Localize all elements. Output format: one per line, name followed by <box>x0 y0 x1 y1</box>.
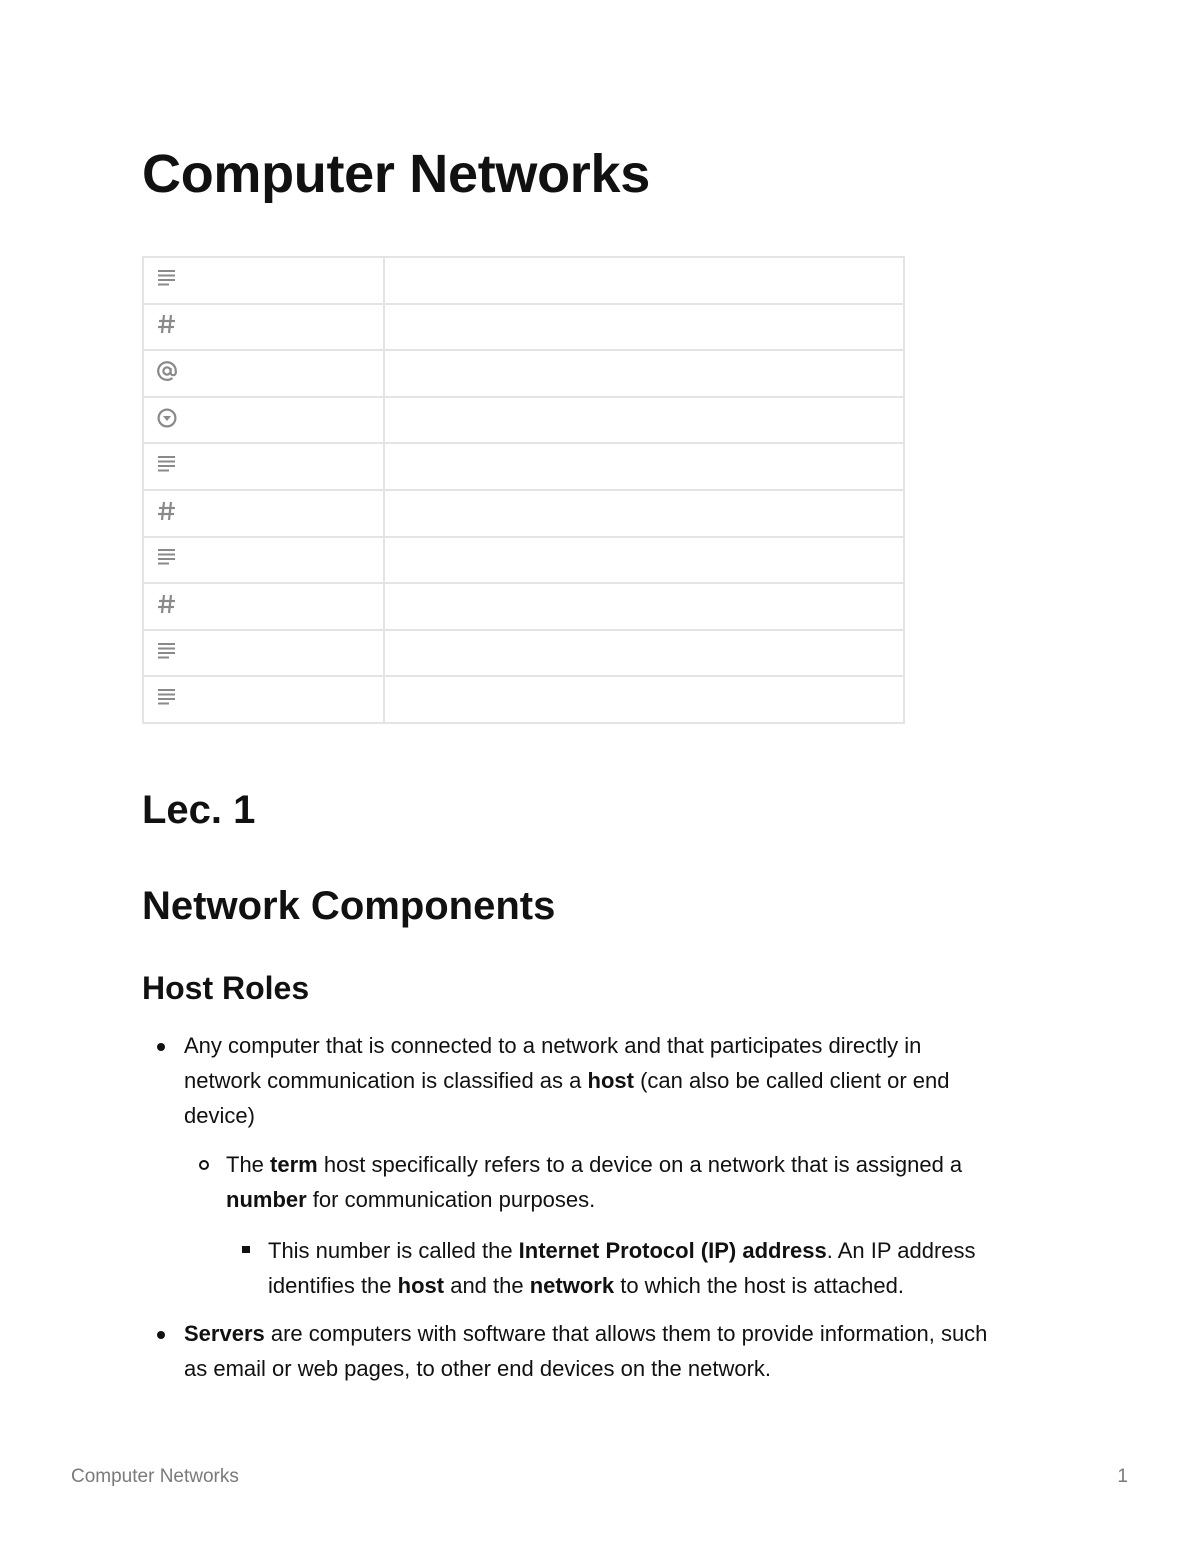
property-row[interactable] <box>143 443 904 490</box>
property-row[interactable] <box>143 397 904 444</box>
property-row[interactable] <box>143 490 904 537</box>
hash-icon <box>156 313 178 335</box>
property-value-cell[interactable] <box>384 304 904 351</box>
section-heading: Network Components <box>142 884 556 928</box>
property-value-cell[interactable] <box>384 257 904 304</box>
property-name-cell[interactable] <box>143 630 384 677</box>
property-name-cell[interactable] <box>143 490 384 537</box>
property-row[interactable] <box>143 350 904 397</box>
property-row[interactable] <box>143 583 904 630</box>
property-name-cell[interactable] <box>143 257 384 304</box>
property-name-cell[interactable] <box>143 583 384 630</box>
page-number: 1 <box>1117 1466 1128 1487</box>
properties-table <box>142 256 905 724</box>
bullet-1-1-1-text: This number is called the Internet Protocol (IP) address. An IP address identifies the host and the network to which the host is attached. <box>268 1238 976 1298</box>
bullet-disc <box>157 1043 165 1051</box>
bullet-disc <box>157 1331 165 1339</box>
bullet-1-text: Any computer that is connected to a network and that participates directly in network communication is classified as a host (can also be called client or end device) <box>184 1033 950 1128</box>
at-sign-icon <box>156 360 178 382</box>
property-row[interactable] <box>143 257 904 304</box>
property-value-cell[interactable] <box>384 537 904 584</box>
property-value-cell[interactable] <box>384 443 904 490</box>
property-row[interactable] <box>143 304 904 351</box>
text-lines-icon <box>156 546 178 568</box>
select-circle-icon <box>156 407 178 429</box>
text-lines-icon <box>156 267 178 289</box>
property-name-cell[interactable] <box>143 676 384 723</box>
property-name-cell[interactable] <box>143 397 384 444</box>
property-value-cell[interactable] <box>384 630 904 677</box>
property-name-cell[interactable] <box>143 537 384 584</box>
property-name-cell[interactable] <box>143 350 384 397</box>
property-name-cell[interactable] <box>143 443 384 490</box>
text-lines-icon <box>156 453 178 475</box>
text-lines-icon <box>156 686 178 708</box>
property-value-cell[interactable] <box>384 676 904 723</box>
hash-icon <box>156 593 178 615</box>
text-lines-icon <box>156 640 178 662</box>
property-value-cell[interactable] <box>384 583 904 630</box>
property-name-cell[interactable] <box>143 304 384 351</box>
bullet-square <box>242 1246 250 1253</box>
bullet-2-text: Servers are computers with software that allows them to provide information, such as email or web pages, to other end devices on the network. <box>184 1321 988 1381</box>
subsection-heading: Host Roles <box>142 970 310 1006</box>
property-row[interactable] <box>143 630 904 677</box>
property-row[interactable] <box>143 537 904 584</box>
property-value-cell[interactable] <box>384 490 904 537</box>
bullet-1-1-text: The term host specifically refers to a device on a network that is assigned a number for communication purposes. <box>226 1152 963 1212</box>
property-row[interactable] <box>143 676 904 723</box>
hash-icon <box>156 500 178 522</box>
bullet-circle <box>199 1160 209 1170</box>
property-value-cell[interactable] <box>384 350 904 397</box>
page-title: Computer Networks <box>142 144 650 204</box>
property-value-cell[interactable] <box>384 397 904 444</box>
lecture-heading: Lec. 1 <box>142 788 256 832</box>
footer-title: Computer Networks <box>71 1466 239 1487</box>
